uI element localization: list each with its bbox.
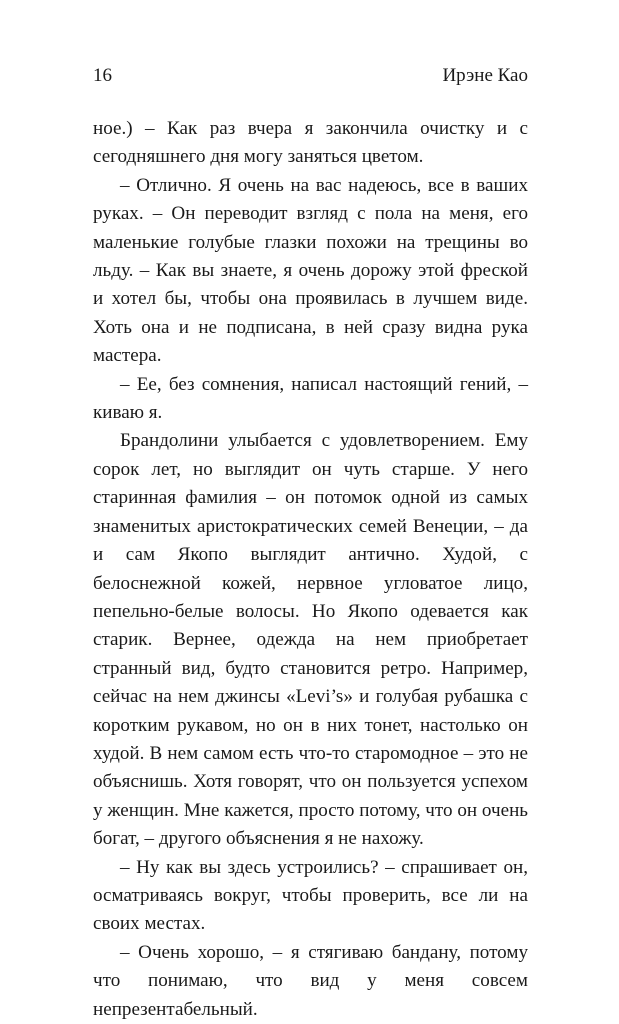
paragraph: ное.) – Как раз вчера я закончила очистку и с сегодняшнего дня могу заняться цветом.: [93, 118, 528, 168]
body-text: [93, 115, 528, 1024]
paragraph: – Очень хорошо, – я стягиваю бандану, потому что понимаю, что вид у меня совсем непрезентабельный.: [93, 941, 528, 1020]
paragraph: Брандолини улыбается с удовлетворением. Ему сорок лет, но выглядит он чуть старше. У него старинная фамилия – он потомок одной из самых знаменитых аристократических семей Венеции, – да и сам Якопо выглядит антично. Худой, с белоснежной кожей, нервное угловатое лицо, пепельно-белые волосы. Но Якопо одевается как старик. Вернее, одежда на нем приобретает странный вид, будто становится ретро. Например, сейчас на нем джинсы «Levi’s» и голубая рубашка с коротким рукавом, но он в них тонет, настолько он худой. В нем самом есть что-то старомодное – это не объяснишь. Хотя говорят, что он пользуется успехом у женщин. Мне кажется, просто потому, что он очень богат, – другого объяснения я не нахожу.: [93, 430, 528, 850]
paragraph: – Отлично. Я очень на вас надеюсь, все в ваших руках. – Он переводит взгляд с пола на меня, его маленькие голубые глазки похожи на трещины во льду. – Как вы знаете, я очень дорожу этой фреской и хотел бы, чтобы она проявилась в лучшем виде. Хоть она и не подписана, в ней сразу видна рука мастера.: [93, 174, 528, 367]
running-head-author: Ирэне Као: [442, 65, 528, 86]
page-header: [93, 64, 528, 88]
paragraph: – Ее, без сомнения, написал настоящий гений, – киваю я.: [93, 373, 528, 424]
paragraph: – Ну как вы здесь устроились? – спрашивает он, осматриваясь вокруг, чтобы проверить, все ли на своих местах.: [93, 856, 528, 935]
page-number: 16: [93, 65, 112, 86]
